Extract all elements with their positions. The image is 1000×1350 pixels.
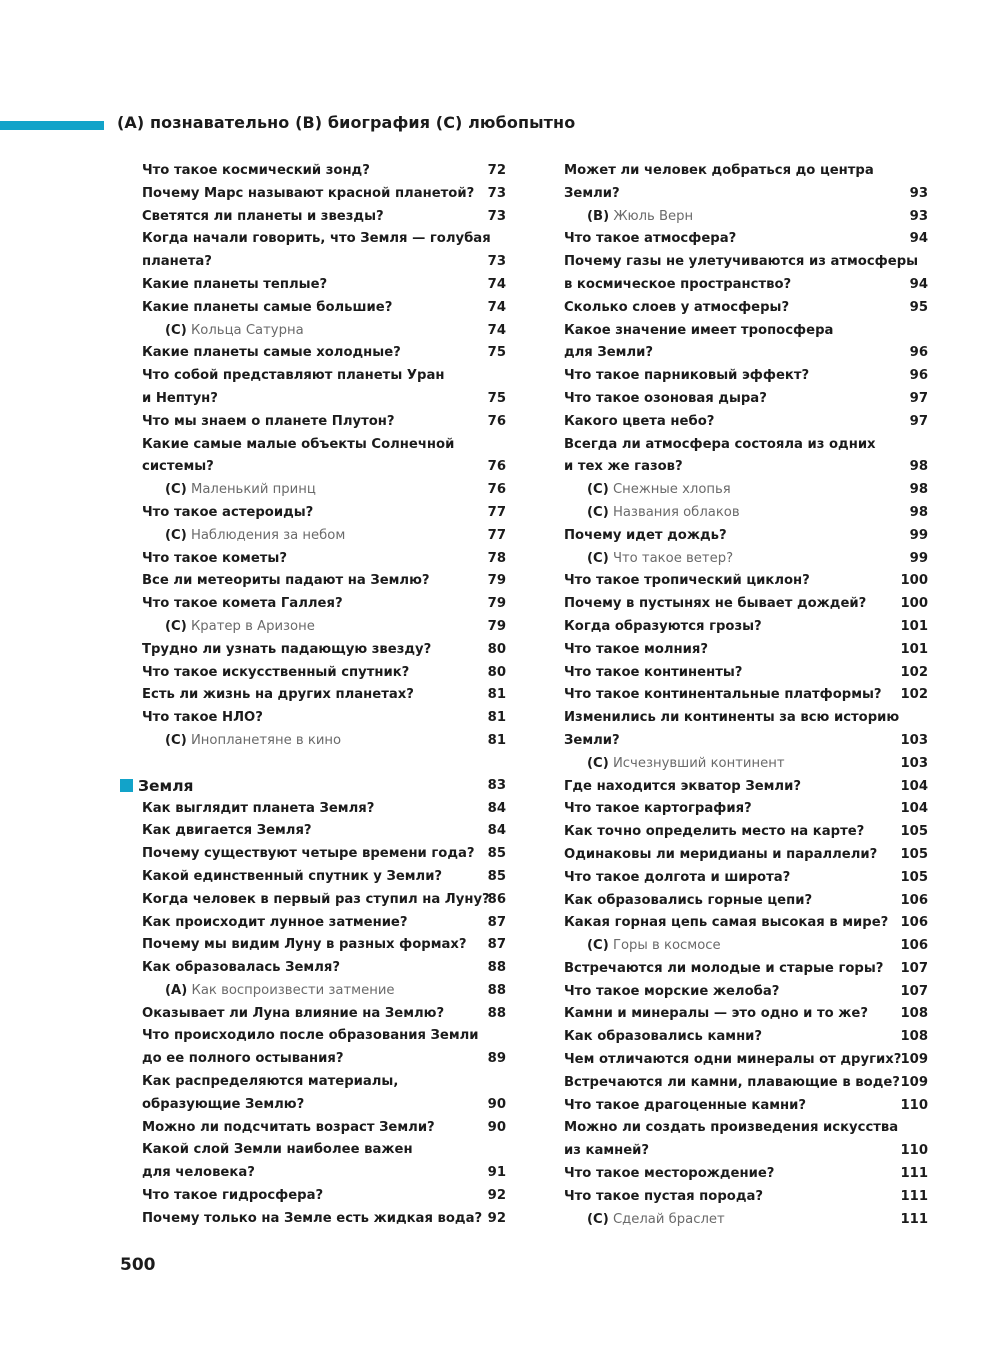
- toc-entry[interactable]: [542, 798, 932, 821]
- toc-entry[interactable]: [120, 820, 510, 843]
- toc-entry[interactable]: [120, 183, 510, 206]
- entry-tag: (A): [165, 982, 188, 998]
- legend-accent-bar: [0, 121, 104, 130]
- entry-title: Когда начали говорить, что Земля — голубая: [142, 231, 491, 247]
- toc-sub-entry[interactable]: [542, 548, 932, 571]
- toc-sub-entry[interactable]: [542, 1209, 932, 1232]
- entry-title: Светятся ли планеты и звезды?: [142, 208, 384, 224]
- entry-page-number: 111: [900, 1166, 928, 1182]
- entry-title: Что такое искусственный спутник?: [142, 664, 410, 680]
- entry-title: Земли?: [564, 732, 620, 748]
- entry-title: Когда образуются грозы?: [564, 618, 762, 634]
- entry-title: для человека?: [142, 1165, 255, 1181]
- toc-entry[interactable]: [542, 342, 932, 365]
- entry-page-number: 88: [487, 982, 506, 998]
- toc-entry[interactable]: [120, 1208, 510, 1231]
- entry-title: Где находится экватор Земли?: [564, 778, 801, 794]
- entry-page-number: 85: [487, 868, 506, 884]
- entry-title: образующие Землю?: [142, 1096, 305, 1112]
- entry-page-number: 106: [900, 938, 928, 954]
- entry-page-number: 81: [487, 710, 506, 726]
- entry-title: Как образовались камни?: [564, 1029, 763, 1045]
- entry-page-number: 84: [487, 823, 506, 839]
- toc-sub-entry[interactable]: [542, 935, 932, 958]
- toc-left-column: [120, 160, 510, 1231]
- toc-sub-entry[interactable]: [120, 730, 510, 753]
- toc-entry[interactable]: [542, 867, 932, 890]
- entry-page-number: 110: [900, 1143, 928, 1159]
- entry-page-number: 74: [487, 276, 506, 292]
- entry-title: Как точно определить место на карте?: [564, 824, 865, 840]
- entry-title: Как двигается Земля?: [142, 823, 312, 839]
- entry-page-number: 84: [487, 800, 506, 816]
- toc-entry[interactable]: [542, 1095, 932, 1118]
- toc-entry[interactable]: [542, 662, 932, 685]
- entry-title: Что такое НЛО?: [142, 710, 263, 726]
- entry-title: Что такое озоновая дыра?: [564, 390, 767, 406]
- legend-text: (A) познавательно (B) биография (C) любопытно: [117, 113, 576, 132]
- toc-entry[interactable]: [120, 684, 510, 707]
- entry-tag: (С): [587, 1211, 609, 1227]
- toc-entry[interactable]: [120, 1048, 510, 1071]
- toc-entry[interactable]: [120, 957, 510, 980]
- toc-sub-entry[interactable]: [120, 980, 510, 1003]
- toc-entry[interactable]: [542, 684, 932, 707]
- entry-title: Что такое картография?: [564, 801, 752, 817]
- entry-page-number: 109: [900, 1074, 928, 1090]
- entry-page-number: 99: [909, 550, 928, 566]
- entry-title: Что такое тропический циклон?: [564, 573, 810, 589]
- toc-entry[interactable]: [120, 798, 510, 821]
- entry-title: Почему мы видим Луну в разных формах?: [142, 937, 467, 953]
- entry-page-number: 94: [909, 231, 928, 247]
- toc-entry[interactable]: [542, 639, 932, 662]
- entry-title: Можно ли создать произведения искусства: [564, 1120, 899, 1136]
- entry-title: Что такое атмосфера?: [564, 231, 737, 247]
- toc-entry[interactable]: [120, 1185, 510, 1208]
- entry-title: Земля: [138, 776, 194, 795]
- toc-entry[interactable]: [120, 889, 510, 912]
- toc-entry[interactable]: [542, 1072, 932, 1095]
- entry-title: Жюль Верн: [613, 208, 694, 224]
- entry-title: Как образовались горные цепи?: [564, 892, 813, 908]
- toc-entry[interactable]: [542, 411, 932, 434]
- entry-page-number: 79: [487, 596, 506, 612]
- toc-entry[interactable]: [542, 1003, 932, 1026]
- entry-title: Какая горная цепь самая высокая в мире?: [564, 915, 889, 931]
- entry-title: Почему существуют четыре времени года?: [142, 846, 475, 862]
- section-marker-icon: [120, 779, 133, 792]
- toc-entry[interactable]: [120, 866, 510, 889]
- entry-page-number: 74: [487, 322, 506, 338]
- entry-title: Исчезнувший континент: [612, 755, 785, 771]
- entry-title: Какой единственный спутник у Земли?: [142, 868, 443, 884]
- entry-title: Как воспроизвести затмение: [191, 982, 395, 998]
- toc-entry[interactable]: [542, 274, 932, 297]
- toc-entry[interactable]: [542, 776, 932, 799]
- entry-title: Как распределяются материалы,: [142, 1074, 399, 1090]
- entry-title: Как выглядит планета Земля?: [142, 800, 375, 816]
- toc-sub-entry[interactable]: [542, 753, 932, 776]
- entry-page-number: 72: [487, 163, 506, 178]
- entry-page-number: 87: [487, 914, 506, 930]
- entry-title: Что такое морские желоба?: [564, 983, 780, 999]
- entry-title: Что такое долгота и широта?: [564, 869, 791, 885]
- entry-page-number: 76: [487, 413, 506, 429]
- entry-title: Что такое парниковый эффект?: [564, 368, 810, 384]
- toc-entry[interactable]: [120, 662, 510, 685]
- entry-title: Есть ли жизнь на других планетах?: [142, 687, 414, 703]
- toc-entry[interactable]: [542, 570, 932, 593]
- entry-page-number: 75: [487, 390, 506, 406]
- entry-page-number: 89: [487, 1051, 506, 1067]
- entry-page-number: 83: [487, 777, 506, 793]
- entry-page-number: 73: [487, 208, 506, 224]
- toc-entry[interactable]: [542, 1163, 932, 1186]
- toc-entry[interactable]: [120, 274, 510, 297]
- toc-entry[interactable]: [120, 843, 510, 866]
- entry-title: системы?: [142, 459, 214, 475]
- toc-entry[interactable]: [120, 1025, 510, 1048]
- entry-page-number: 81: [487, 687, 506, 703]
- entry-tag: (С): [165, 527, 187, 543]
- entry-page-number: 101: [900, 618, 928, 634]
- entry-page-number: 107: [900, 983, 928, 999]
- entry-title: Кольца Сатурна: [190, 322, 304, 338]
- toc-entry[interactable]: [120, 570, 510, 593]
- toc-entry[interactable]: [120, 456, 510, 479]
- entry-title: Изменились ли континенты за всю историю: [564, 710, 900, 726]
- entry-page-number: 93: [909, 185, 928, 201]
- entry-title: Что такое гидросфера?: [142, 1188, 324, 1204]
- toc-entry[interactable]: [542, 320, 932, 343]
- entry-title: Что такое континенты?: [564, 664, 743, 680]
- entry-page-number: 92: [487, 1188, 506, 1204]
- toc-entry[interactable]: [542, 912, 932, 935]
- entry-title: Почему Марс называют красной планетой?: [142, 185, 475, 201]
- entry-page-number: 106: [900, 915, 928, 931]
- entry-page-number: 110: [900, 1097, 928, 1113]
- entry-title: Земли?: [564, 185, 620, 201]
- entry-title: Наблюдения за небом: [190, 527, 346, 543]
- entry-title: Какие планеты самые большие?: [142, 299, 393, 315]
- entry-page-number: 99: [909, 527, 928, 543]
- entry-title: Почему в пустынях не бывает дождей?: [564, 596, 867, 612]
- entry-tag: (С): [165, 322, 187, 338]
- toc-entry[interactable]: [542, 1049, 932, 1072]
- toc-entry[interactable]: [120, 502, 510, 525]
- entry-tag: (С): [165, 732, 187, 748]
- toc-entry[interactable]: [120, 934, 510, 957]
- entry-title: Какие планеты самые холодные?: [142, 345, 401, 361]
- toc-sub-entry[interactable]: [120, 320, 510, 343]
- entry-tag: (С): [587, 504, 609, 520]
- entry-page-number: 103: [900, 732, 928, 748]
- toc-entry[interactable]: [542, 525, 932, 548]
- entry-tag: (С): [587, 482, 609, 498]
- entry-title: Одинаковы ли меридианы и параллели?: [564, 846, 878, 862]
- section-heading[interactable]: [120, 775, 510, 798]
- toc-entry[interactable]: [120, 1003, 510, 1026]
- entry-page-number: 104: [900, 778, 928, 794]
- toc-entry[interactable]: [542, 844, 932, 867]
- toc-entry[interactable]: [120, 365, 510, 388]
- entry-tag: (С): [587, 550, 609, 566]
- entry-title: Все ли метеориты падают на Землю?: [142, 573, 430, 589]
- entry-title: Что такое космический зонд?: [142, 163, 370, 178]
- toc-sub-entry[interactable]: [542, 206, 932, 229]
- entry-title: Названия облаков: [612, 504, 740, 520]
- entry-title: Может ли человек добраться до центра: [564, 163, 874, 178]
- toc-entry[interactable]: [542, 958, 932, 981]
- entry-page-number: 111: [900, 1188, 928, 1204]
- entry-title: Маленький принц: [190, 482, 316, 498]
- toc-entry[interactable]: [542, 593, 932, 616]
- entry-page-number: 101: [900, 641, 928, 657]
- toc-entry[interactable]: [542, 160, 932, 183]
- entry-page-number: 77: [487, 527, 506, 543]
- entry-tag: (С): [165, 482, 187, 498]
- entry-page-number: 88: [487, 1005, 506, 1021]
- entry-page-number: 74: [487, 299, 506, 315]
- entry-title: Что такое пустая порода?: [564, 1188, 764, 1204]
- entry-page-number: 98: [909, 504, 928, 520]
- toc-entry[interactable]: [542, 183, 932, 206]
- entry-title: Какие планеты теплые?: [142, 276, 328, 292]
- entry-page-number: 102: [900, 687, 928, 703]
- toc-entry[interactable]: [542, 456, 932, 479]
- entry-title: Как образовалась Земля?: [142, 960, 340, 976]
- entry-title: планета?: [142, 254, 212, 270]
- toc-sub-entry[interactable]: [120, 525, 510, 548]
- entry-title: Всегда ли атмосфера состояла из одних: [564, 436, 876, 452]
- section-gap: [120, 753, 510, 775]
- toc-entry[interactable]: [120, 1094, 510, 1117]
- entry-title: и Нептун?: [142, 390, 218, 406]
- toc-sub-entry[interactable]: [542, 479, 932, 502]
- toc-entry[interactable]: [120, 228, 510, 251]
- toc-entry[interactable]: [542, 297, 932, 320]
- toc-entry[interactable]: [542, 730, 932, 753]
- entry-page-number: 105: [900, 824, 928, 840]
- toc-entry[interactable]: [120, 1071, 510, 1094]
- toc-entry[interactable]: [542, 388, 932, 411]
- entry-title: Трудно ли узнать падающую звезду?: [142, 641, 432, 657]
- entry-title: Встречаются ли камни, плавающие в воде?: [564, 1074, 900, 1090]
- entry-page-number: 79: [487, 573, 506, 589]
- toc-entry[interactable]: [120, 206, 510, 229]
- entry-page-number: 96: [909, 368, 928, 384]
- entry-title: Кратер в Аризоне: [190, 618, 315, 634]
- entry-page-number: 90: [487, 1119, 506, 1135]
- entry-page-number: 108: [900, 1006, 928, 1022]
- entry-title: Что собой представляют планеты Уран: [142, 368, 445, 384]
- toc-entry[interactable]: [542, 707, 932, 730]
- entry-title: Почему только на Земле есть жидкая вода?: [142, 1210, 483, 1226]
- entry-page-number: 94: [909, 276, 928, 292]
- toc-entry[interactable]: [542, 981, 932, 1004]
- entry-page-number: 76: [487, 459, 506, 475]
- entry-page-number: 86: [487, 891, 506, 907]
- entry-page-number: 73: [487, 185, 506, 201]
- toc-entry[interactable]: [542, 1026, 932, 1049]
- toc-sub-entry[interactable]: [120, 616, 510, 639]
- toc-entry[interactable]: [120, 1162, 510, 1185]
- entry-page-number: 76: [487, 482, 506, 498]
- entry-title: Что происходило после образования Земли: [142, 1028, 479, 1044]
- toc-right-column: [542, 160, 932, 1231]
- entry-page-number: 77: [487, 504, 506, 520]
- entry-title: Какие самые малые объекты Солнечной: [142, 436, 455, 452]
- toc-entry[interactable]: [542, 365, 932, 388]
- toc-entry[interactable]: [542, 1117, 932, 1140]
- toc-entry[interactable]: [542, 1186, 932, 1209]
- entry-title: Что такое кометы?: [142, 550, 287, 566]
- entry-page-number: 100: [900, 573, 928, 589]
- entry-tag: (С): [587, 755, 609, 771]
- entry-page-number: 107: [900, 960, 928, 976]
- toc-entry[interactable]: [542, 1140, 932, 1163]
- entry-tag: (С): [165, 618, 187, 634]
- entry-title: Инопланетяне в кино: [190, 732, 342, 748]
- toc-entry[interactable]: [120, 1139, 510, 1162]
- entry-title: Что такое континентальные платформы?: [564, 687, 882, 703]
- toc-entry[interactable]: [542, 434, 932, 457]
- entry-page-number: 97: [909, 390, 928, 406]
- toc-entry[interactable]: [120, 388, 510, 411]
- toc-entry[interactable]: [120, 297, 510, 320]
- entry-title: Сколько слоев у атмосферы?: [564, 299, 790, 315]
- entry-page-number: 98: [909, 459, 928, 475]
- entry-title: Что такое молния?: [564, 641, 709, 657]
- entry-title: для Земли?: [564, 345, 654, 361]
- entry-page-number: 100: [900, 596, 928, 612]
- entry-page-number: 105: [900, 869, 928, 885]
- entry-page-number: 91: [487, 1165, 506, 1181]
- entry-page-number: 104: [900, 801, 928, 817]
- entry-tag: (С): [587, 938, 609, 954]
- entry-title: и тех же газов?: [564, 459, 683, 475]
- toc-entry[interactable]: [120, 160, 510, 183]
- entry-title: в космическое пространство?: [564, 276, 792, 292]
- entry-page-number: 93: [909, 208, 928, 224]
- entry-title: Что такое астероиды?: [142, 504, 314, 520]
- entry-page-number: 96: [909, 345, 928, 361]
- toc-entry[interactable]: [120, 342, 510, 365]
- entry-page-number: 98: [909, 482, 928, 498]
- entry-title: Почему газы не улетучиваются из атмосферы: [564, 254, 919, 270]
- toc-entry[interactable]: [542, 616, 932, 639]
- entry-page-number: 111: [900, 1211, 928, 1227]
- entry-title: до ее полного остывания?: [142, 1051, 344, 1067]
- entry-page-number: 103: [900, 755, 928, 771]
- entry-title: из камней?: [564, 1143, 650, 1159]
- entry-title: Что такое ветер?: [612, 550, 734, 566]
- entry-page-number: 109: [900, 1052, 928, 1068]
- entry-title: Горы в космосе: [612, 938, 721, 954]
- toc-entry[interactable]: [120, 434, 510, 457]
- entry-title: Камни и минералы — это одно и то же?: [564, 1006, 869, 1022]
- toc-entry[interactable]: [120, 707, 510, 730]
- toc-entry[interactable]: [120, 251, 510, 274]
- entry-page-number: 87: [487, 937, 506, 953]
- entry-page-number: 80: [487, 641, 506, 657]
- entry-page-number: 78: [487, 550, 506, 566]
- page-number: 500: [120, 1255, 156, 1275]
- toc-sub-entry[interactable]: [120, 479, 510, 502]
- toc-entry[interactable]: [120, 411, 510, 434]
- entry-title: Можно ли подсчитать возраст Земли?: [142, 1119, 435, 1135]
- entry-page-number: 95: [909, 299, 928, 315]
- toc-entry[interactable]: [542, 228, 932, 251]
- entry-page-number: 102: [900, 664, 928, 680]
- entry-page-number: 92: [487, 1210, 506, 1226]
- toc-entry[interactable]: [120, 639, 510, 662]
- entry-title: Что такое комета Галлея?: [142, 596, 343, 612]
- toc-entry[interactable]: [120, 593, 510, 616]
- entry-tag: (B): [587, 208, 610, 224]
- entry-page-number: 105: [900, 846, 928, 862]
- entry-title: Почему идет дождь?: [564, 527, 727, 543]
- toc-entry[interactable]: [120, 1117, 510, 1140]
- entry-title: Сделай браслет: [612, 1211, 725, 1227]
- entry-page-number: 90: [487, 1096, 506, 1112]
- entry-page-number: 73: [487, 254, 506, 270]
- entry-title: Какое значение имеет тропосфера: [564, 322, 834, 338]
- entry-page-number: 106: [900, 892, 928, 908]
- entry-page-number: 81: [487, 732, 506, 748]
- entry-title: Когда человек в первый раз ступил на Луну?: [142, 891, 490, 907]
- entry-page-number: 97: [909, 413, 928, 429]
- entry-page-number: 75: [487, 345, 506, 361]
- toc-entry[interactable]: [542, 821, 932, 844]
- toc-entry[interactable]: [542, 890, 932, 913]
- entry-title: Что такое драгоценные камни?: [564, 1097, 807, 1113]
- entry-title: Как происходит лунное затмение?: [142, 914, 408, 930]
- entry-title: Какого цвета небо?: [564, 413, 715, 429]
- entry-page-number: 108: [900, 1029, 928, 1045]
- toc-entry[interactable]: [542, 251, 932, 274]
- entry-title: Что мы знаем о планете Плутон?: [142, 413, 395, 429]
- entry-title: Чем отличаются одни минералы от других?: [564, 1052, 902, 1068]
- entry-title: Что такое месторождение?: [564, 1166, 775, 1182]
- entry-title: Встречаются ли молодые и старые горы?: [564, 960, 884, 976]
- entry-page-number: 80: [487, 664, 506, 680]
- entry-title: Какой слой Земли наиболее важен: [142, 1142, 413, 1158]
- entry-title: Снежные хлопья: [612, 482, 731, 498]
- toc-entry[interactable]: [120, 912, 510, 935]
- entry-page-number: 88: [487, 960, 506, 976]
- toc-sub-entry[interactable]: [542, 502, 932, 525]
- toc-entry[interactable]: [120, 548, 510, 571]
- entry-page-number: 79: [487, 618, 506, 634]
- entry-title: Оказывает ли Луна влияние на Землю?: [142, 1005, 445, 1021]
- entry-page-number: 85: [487, 846, 506, 862]
